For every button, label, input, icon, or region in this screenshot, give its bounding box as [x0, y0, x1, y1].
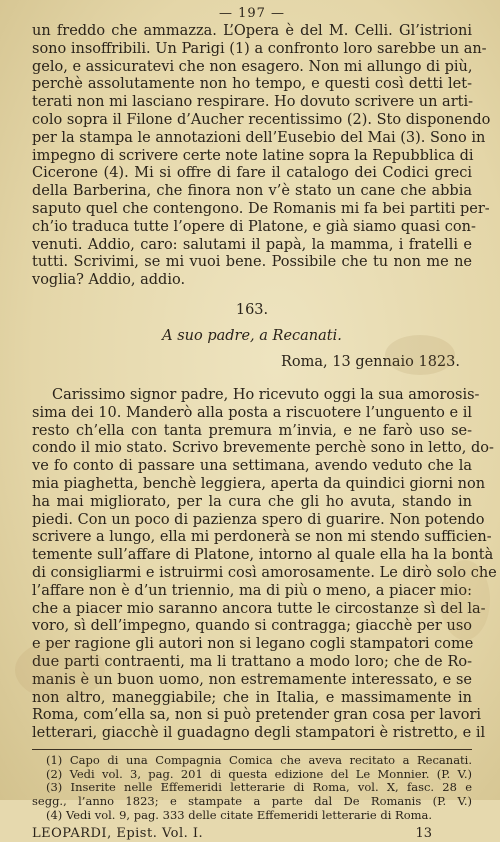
text-line: sima dei 10. Manderò alla posta a riscuotere l’unguento e il: [32, 404, 472, 421]
text-line: condo il mio stato. Scrivo brevemente perchè sono in letto, do-: [32, 440, 494, 457]
text-line: Cicerone (4). Mi si offre di fare il catalogo dei Codici greci: [32, 165, 472, 182]
continued-letter-text: [32, 23, 491, 290]
footnote-continuation: segg., l’anno 1823; e stampate a parte dal De Romanis (P. V.): [32, 794, 472, 809]
text-line: Roma, com’ella sa, non si può pretender gran cosa per lavori: [32, 707, 482, 724]
footnote: (2) Vedi vol. 3, pag. 201 di questa edizione del Le Monnier. (P. V.): [46, 766, 472, 781]
printer-signature: [32, 826, 472, 842]
footnotes: [32, 754, 472, 823]
text-line: colo sopra il Filone d’Aucher recentissimo (2). Sto disponendo: [32, 111, 491, 128]
letter-number: 163.: [235, 301, 269, 318]
text-line: mia piaghetta, benchè leggiera, aperta da quindici giorni non: [32, 475, 486, 492]
text-line: ve fo conto di passare una settimana, avendo veduto che la: [32, 458, 472, 475]
text-line: sono insoffribili. Un Parigi (1) a confronto loro sarebbe un an-: [32, 40, 487, 57]
text-line: perchè assolutamente non ho tempo, e questi così detti let-: [32, 76, 472, 93]
text-line: temente sull’affare di Platone, intorno al quale ella ha la bontà: [32, 547, 494, 564]
text-line: impegno di scrivere certe note latine sopra la Repubblica di: [32, 147, 474, 164]
text-line: di consigliarmi e istruirmi così amorosamente. Le dirò solo che: [32, 564, 497, 581]
text-line: ch’io traduca tutte l’opere di Platone, e già siamo quasi con-: [32, 218, 476, 235]
text-line: un freddo che ammazza. L’Opera è del M. Celli. Gl’istrioni: [32, 23, 472, 39]
text-line: manis è un buon uomo, non estremamente interessato, e se: [32, 671, 472, 688]
text-line: resto ch’ella con tanta premura m’invia, e ne farò uso se-: [32, 422, 472, 439]
text-line: piedi. Con un poco di pazienza spero di guarire. Non potendo: [32, 511, 485, 528]
text-line: ha mai migliorato, per la cura che gli ho avuta, stando in: [32, 493, 472, 510]
text-line: l’affare non è d’un triennio, ma di più o meno, a piacer mio:: [32, 582, 472, 599]
letter-title: A suo padre, a Recanati.: [162, 327, 342, 344]
text-line: voro, sì dell’impegno, quando si contragga; giacchè per uso: [32, 618, 472, 635]
footnote: (1) Capo di una Compagnia Comica che aveva recitato a Recanati.: [46, 752, 472, 767]
text-line: voglia? Addio, addio.: [32, 272, 186, 289]
text-line: della Barberina, che finora non v’è stato un cane che abbia: [32, 183, 472, 200]
text-line: due parti contraenti, ma li trattano a modo loro; che de Ro-: [32, 653, 472, 670]
text-line: terati non mi lasciano respirare. Ho dovuto scrivere un arti-: [32, 94, 473, 111]
text-line: saputo quel che contengono. De Romanis mi fa bei partiti per-: [32, 200, 490, 217]
footnote: (3) Inserite nelle Effemeridi letterarie di Roma, vol. X, fasc. 28 e: [46, 780, 472, 795]
text-line: Carissimo signor padre, Ho ricevuto oggi la sua amorosis-: [52, 386, 480, 403]
text-line: venuti. Addio, caro: salutami il papà, la mamma, i fratelli e: [32, 236, 472, 253]
text-line: letterari, giacchè il guadagno degli stampatori è ristretto, e il: [32, 725, 486, 742]
letter-dateline: Roma, 13 gennaio 1823.: [281, 353, 460, 370]
signature-mark: LEOPARDI, Epist. Vol. I.: [32, 825, 204, 841]
text-line: tutti. Scrivimi, se mi vuoi bene. Possibile che tu non me ne: [32, 254, 472, 271]
page-number-header: — 197 —: [218, 6, 286, 21]
footnote-divider: [32, 749, 472, 750]
signature-number: 13: [415, 825, 432, 841]
text-line: per la stampa le annotazioni dell’Eusebio del Mai (3). Sono in: [32, 129, 486, 146]
footnote: (4) Vedi vol. 9, pag. 333 delle citate Effemeridi letterarie di Roma.: [46, 808, 433, 823]
letter-body: [32, 386, 497, 743]
text-line: scrivere a lungo, ella mi perdonerà se non mi stendo sufficien-: [32, 529, 492, 546]
text-line: gelo, e assicuratevi che non esagero. Non mi allungo di più,: [32, 58, 473, 75]
text-line: che a piacer mio saranno ancora tutte le circostanze sì del la-: [32, 600, 486, 617]
text-line: non altro, maneggiabile; che in Italia, e massimamente in: [32, 689, 472, 706]
text-line: e per ragione gli autori non si legano cogli stampatori come: [32, 636, 474, 653]
